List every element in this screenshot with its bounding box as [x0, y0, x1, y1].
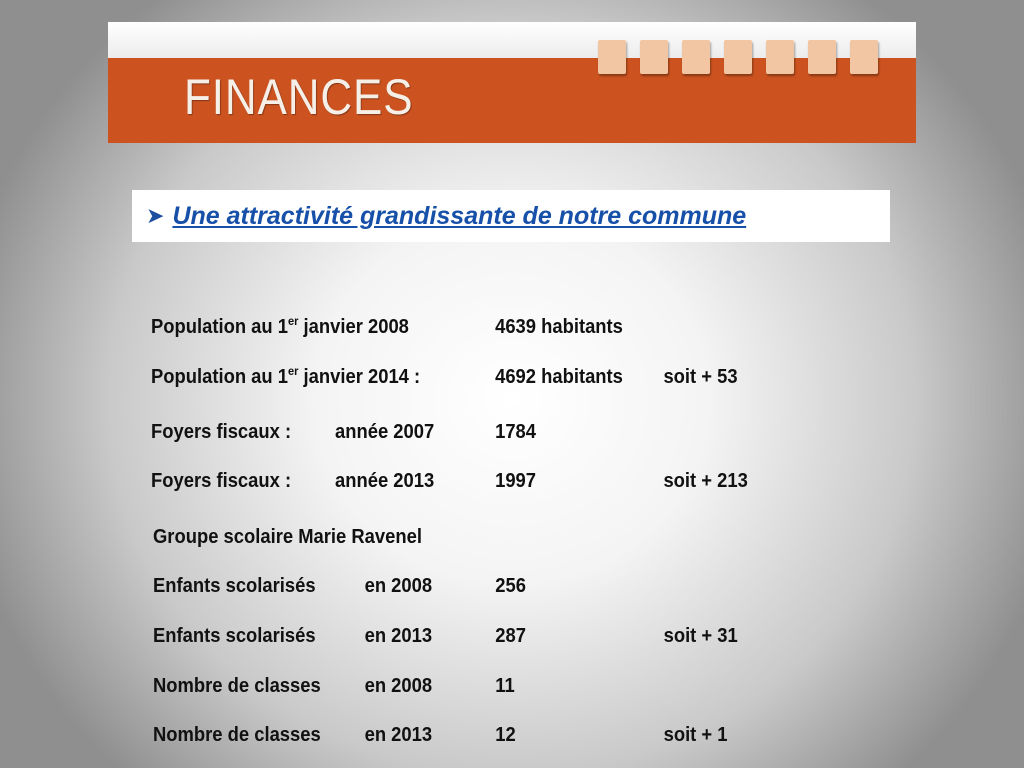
foyers-diff: soit + 213 [663, 470, 748, 492]
scolaire-year: en 2008 [364, 575, 433, 597]
finances-banner [108, 22, 916, 143]
scolaire-value: 11 [495, 675, 515, 697]
scolaire-year: en 2013 [364, 625, 433, 647]
scolaire-year: en 2013 [364, 724, 433, 746]
subtitle: Une attractivité grandissante de notre commune [172, 201, 747, 230]
population-value: 4639 habitants [495, 316, 623, 338]
scolaire-diff: soit + 31 [663, 625, 738, 647]
scolaire-value: 256 [495, 575, 526, 597]
scolaire-diff: soit + 1 [663, 724, 728, 746]
scolaire-label: Enfants scolarisés [153, 625, 316, 647]
groupe-scolaire-label: Groupe scolaire Marie Ravenel [153, 526, 422, 548]
scolaire-year: en 2008 [364, 675, 433, 697]
scolaire-label: Enfants scolarisés [153, 575, 316, 597]
decoration-square [766, 40, 794, 74]
decoration-square [598, 40, 626, 74]
decoration-square [850, 40, 878, 74]
arrow-right-icon: ➤ [146, 203, 165, 228]
page-title: FINANCES [184, 69, 414, 125]
foyers-label: Foyers fiscaux : [151, 421, 292, 443]
foyers-label: Foyers fiscaux : [151, 470, 292, 492]
subtitle-box [132, 190, 890, 242]
scolaire-label: Nombre de classes [153, 675, 321, 697]
decoration-square [640, 40, 668, 74]
decoration-square [808, 40, 836, 74]
scolaire-value: 287 [495, 625, 526, 647]
decoration-square [682, 40, 710, 74]
foyers-value: 1784 [495, 421, 537, 443]
population-label: Population au 1er janvier 2014 : [151, 364, 421, 388]
foyers-value: 1997 [495, 470, 537, 492]
decoration-square [724, 40, 752, 74]
foyers-year: année 2007 [335, 421, 435, 443]
population-value: 4692 habitants [495, 366, 623, 388]
foyers-year: année 2013 [335, 470, 435, 492]
scolaire-value: 12 [495, 724, 516, 746]
scolaire-label: Nombre de classes [153, 724, 321, 746]
banner-top-strip [108, 22, 916, 58]
population-label: Population au 1er janvier 2008 [151, 314, 409, 338]
population-diff: soit + 53 [663, 366, 738, 388]
